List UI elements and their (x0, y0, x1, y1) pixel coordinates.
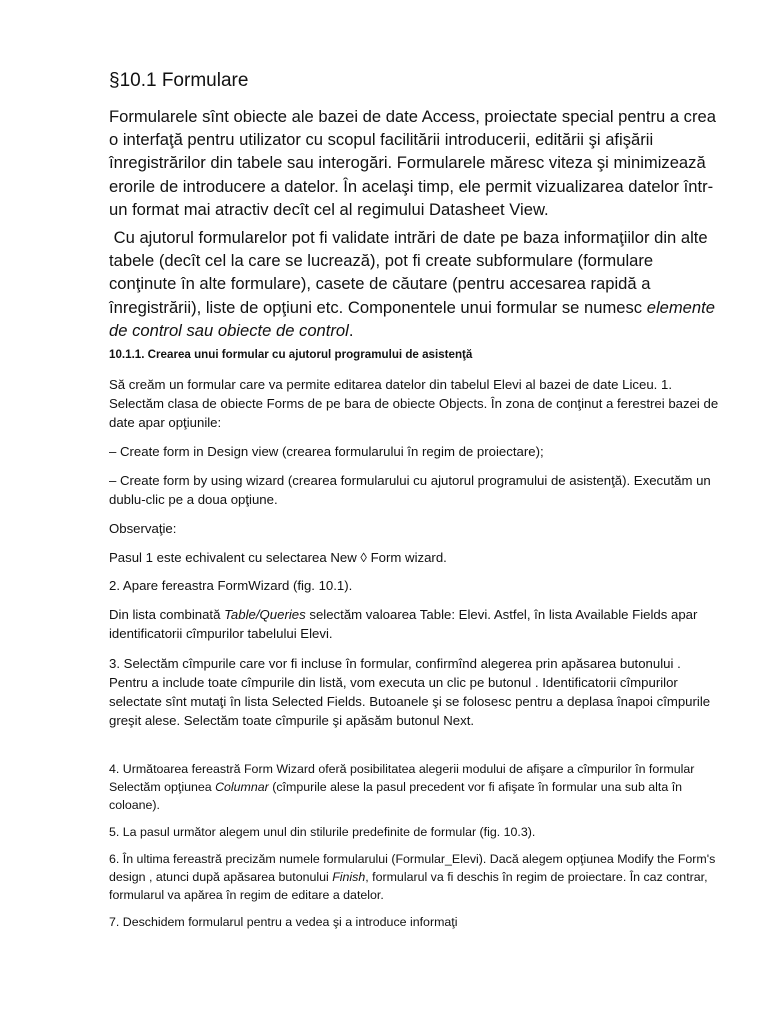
paragraph-controls-italic: elemente de control sau obiecte de control (109, 297, 715, 340)
paragraph-step2: 2. Apare fereastra FormWizard (fig. 10.1). (109, 578, 353, 593)
paragraph-step7: 7. Deschidem formularul pentru a vedea şi a introduce informaţi (109, 915, 458, 929)
paragraph-step3: 3. Selectăm cîmpurile care vor fi incluse în formular, confirmînd alegerea prin apăsarea butonului . Pentru a include toate cîmpurile din listă, vom executa un clic pe butonul . Identificatorii cîmpurilor selectate sînt mutaţi în lista Selected Fields. Butoanele şi se folosesc pentru a deplasa înapoi cîmpurile greşit alese. Selectăm toate cîmpurile şi apăsăm butonul Next. (109, 656, 711, 729)
paragraph-step5: 5. La pasul următor alegem unul din stilurile predefinite de formular (fig. 10.3). (109, 825, 536, 839)
paragraph-observation: Pasul 1 este echivalent cu selectarea New ◊ Form wizard. (109, 550, 447, 565)
paragraph-step4-before: 4. Următoarea fereastră Form Wizard oferă posibilitatea alegerii modului de afişare a cîmpurilor în formular Selectăm opţiunea (109, 762, 698, 794)
paragraph-step6-italic: Finish (332, 870, 366, 884)
paragraph-combo-after: selectăm valoarea Table: Elevi. Astfel, în lista Available Fields apar identificatorii cîmpurilor tabelului Elevi. (109, 607, 702, 642)
paragraph-step6 (109, 850, 719, 904)
paragraph-controls (109, 226, 719, 342)
paragraph-option-design: – Create form in Design view (crearea formularului în regim de proiectare); (109, 444, 544, 459)
subsection-heading: 10.1.1. Crearea unui formular cu ajutorul programului de asistenţă (109, 348, 473, 361)
paragraph-combo-before: Din lista combinată (109, 607, 225, 622)
paragraph-combo-list (109, 605, 719, 643)
paragraph-step4 (109, 760, 719, 814)
paragraph-intro: Formularele sînt obiecte ale bazei de date Access, proiectate special pentru a crea o interfaţă pentru utilizator cu scopul facilitării introducerii, editării şi afişării înregistrărilor din tabele sau interogări. Formularele măresc viteza şi minimizează erorile de introducere a datelor. În acelaşi timp, ele permit vizualizarea datelor într-un format mai atractiv decît cel al regimului Datasheet View. (109, 107, 716, 219)
paragraph-controls-end: . (348, 320, 354, 340)
paragraph-step6-after: , formularul va fi deschis în regim de proiectare. În caz contrar, formularul va apărea în regim de editare a datelor. (109, 870, 711, 902)
paragraph-controls-text: Cu ajutorul formularelor pot fi validate intrări de date pe baza informaţiilor din alte tabele (decît cel la care se lucrează), pot fi create subformulare (formulare conţinute în alte formulare), casete de căutare (pentru accesarea rapidă a înregistrării), liste de opţiuni etc. Componentele unui formular se numesc (109, 228, 713, 317)
paragraph-step4-after: (cîmpurile alese la pasul precedent vor fi afişate în formular una sub alta în coloane). (109, 780, 686, 812)
section-title: §10.1 Formulare (109, 70, 249, 91)
paragraph-combo-italic: Table/Queries (224, 607, 306, 622)
paragraph-step1: Să creăm un formular care va permite editarea datelor din tabelul Elevi al bazei de date Liceu. 1. Selectăm clasa de obiecte Forms de pe bara de obiecte Objects. În zona de conţinut a ferestrei bazei de date apar opţiunile: (109, 377, 719, 431)
paragraph-option-wizard: – Create form by using wizard (crearea formularului cu ajutorul programului de asistenţă). Executăm un dublu-clic pe a doua opţiune. (109, 473, 711, 508)
paragraph-observation-label: Observaţie: (109, 521, 177, 536)
paragraph-step4-italic: Columnar (215, 780, 269, 794)
paragraph-step6-before: 6. În ultima fereastră precizăm numele formularului (Formular_Elevi). Dacă alegem opţiunea Modify the Form's design , atunci după apăsarea butonului (109, 852, 719, 884)
